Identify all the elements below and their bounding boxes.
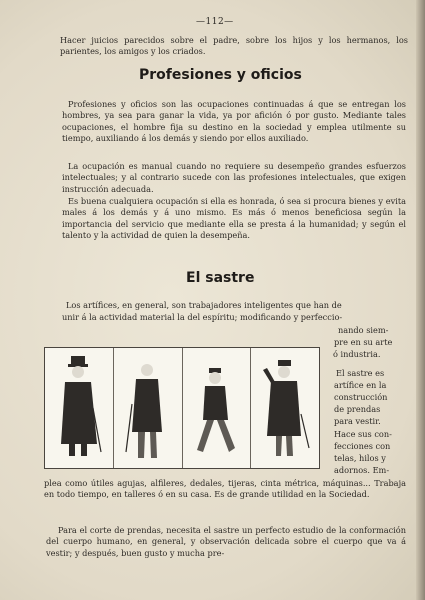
paragraph-profesiones-3: Es buena cualquiera ocupación si ella es honrada, ó sea si procura bienes y evita males á los demás y á uno mismo. Es más ó menos beneficiosa según la importancia del servicio que mediante ella se presta á la humanidad; y según el talento y la actividad de quien la desempeña. [62, 196, 406, 240]
side-line-5: para vestir. [334, 416, 381, 426]
side-line-9: adornos. Em- [334, 465, 390, 475]
paragraph-sastre-2: Para el corte de prendas, necesita el sastre un perfecto estudio de la conformación del cuerpo humano, en general, y observación delicada sobre el cuerpo que va á vestir; y después, buen gusto y mucha pre- [46, 525, 406, 558]
paragraph-profesiones-2: La ocupación es manual cuando no requiere su desempeño grandes esfuerzos intelectuales; y al contrario sucede con las profesiones intelectuales, que exigen instrucción adecuada. [62, 161, 406, 194]
page-number: —112— [196, 17, 234, 27]
sastre-line-4: pre en su arte [334, 337, 393, 347]
side-line-2: artífice en la [334, 380, 387, 390]
sastre-line-3: nando siem- [338, 325, 389, 335]
paragraph-sastre-1-end: plea como útiles agujas, alfileres, dedales, tijeras, cinta métrica, máquinas... Trabaja en todo tiempo, en talleres ó en su casa. Es de grande utilidad en la Sociedad. [44, 478, 406, 500]
sastre-line-2: unir á la actividad material la del espíritu; modificando y perfeccio- [62, 312, 343, 322]
intro-paragraph: Hacer juicios parecidos sobre el padre, sobre los hijos y los hermanos, los parientes, los amigos y los criados. [60, 35, 408, 57]
side-line-6: Hace sus con- [334, 429, 392, 439]
side-line-8: telas, hilos y [334, 453, 386, 463]
photo-man-military-coat [251, 348, 319, 468]
tailoring-illustration [44, 347, 320, 469]
photo-man-walking [183, 348, 252, 468]
section-title-sastre: El sastre [186, 270, 255, 286]
sastre-line-1: Los artífices, en general, son trabajadores inteligentes que han de [66, 300, 342, 310]
side-line-4: de prendas [334, 404, 381, 414]
sastre-line-5: ó industria. [333, 349, 381, 359]
side-line-1: El sastre es [336, 368, 385, 378]
photo-man-frockcoat [114, 348, 183, 468]
side-line-3: construcción [334, 392, 388, 402]
side-line-7: fecciones con [334, 441, 391, 451]
page-edge [416, 0, 425, 600]
paragraph-profesiones-1: Profesiones y oficios son las ocupaciones continuadas á que se entregan los hombres, ya sea para ganar la vida, ya por afición ó por gusto. Mediante tales ocupaciones, el hombre fija su destino en la sociedad y emplea utilmente su tiempo, auxiliando á los demás y siendo por ellos auxiliado. [62, 99, 406, 143]
photo-man-overcoat [45, 348, 114, 468]
section-title-profesiones: Profesiones y oficios [139, 67, 302, 83]
